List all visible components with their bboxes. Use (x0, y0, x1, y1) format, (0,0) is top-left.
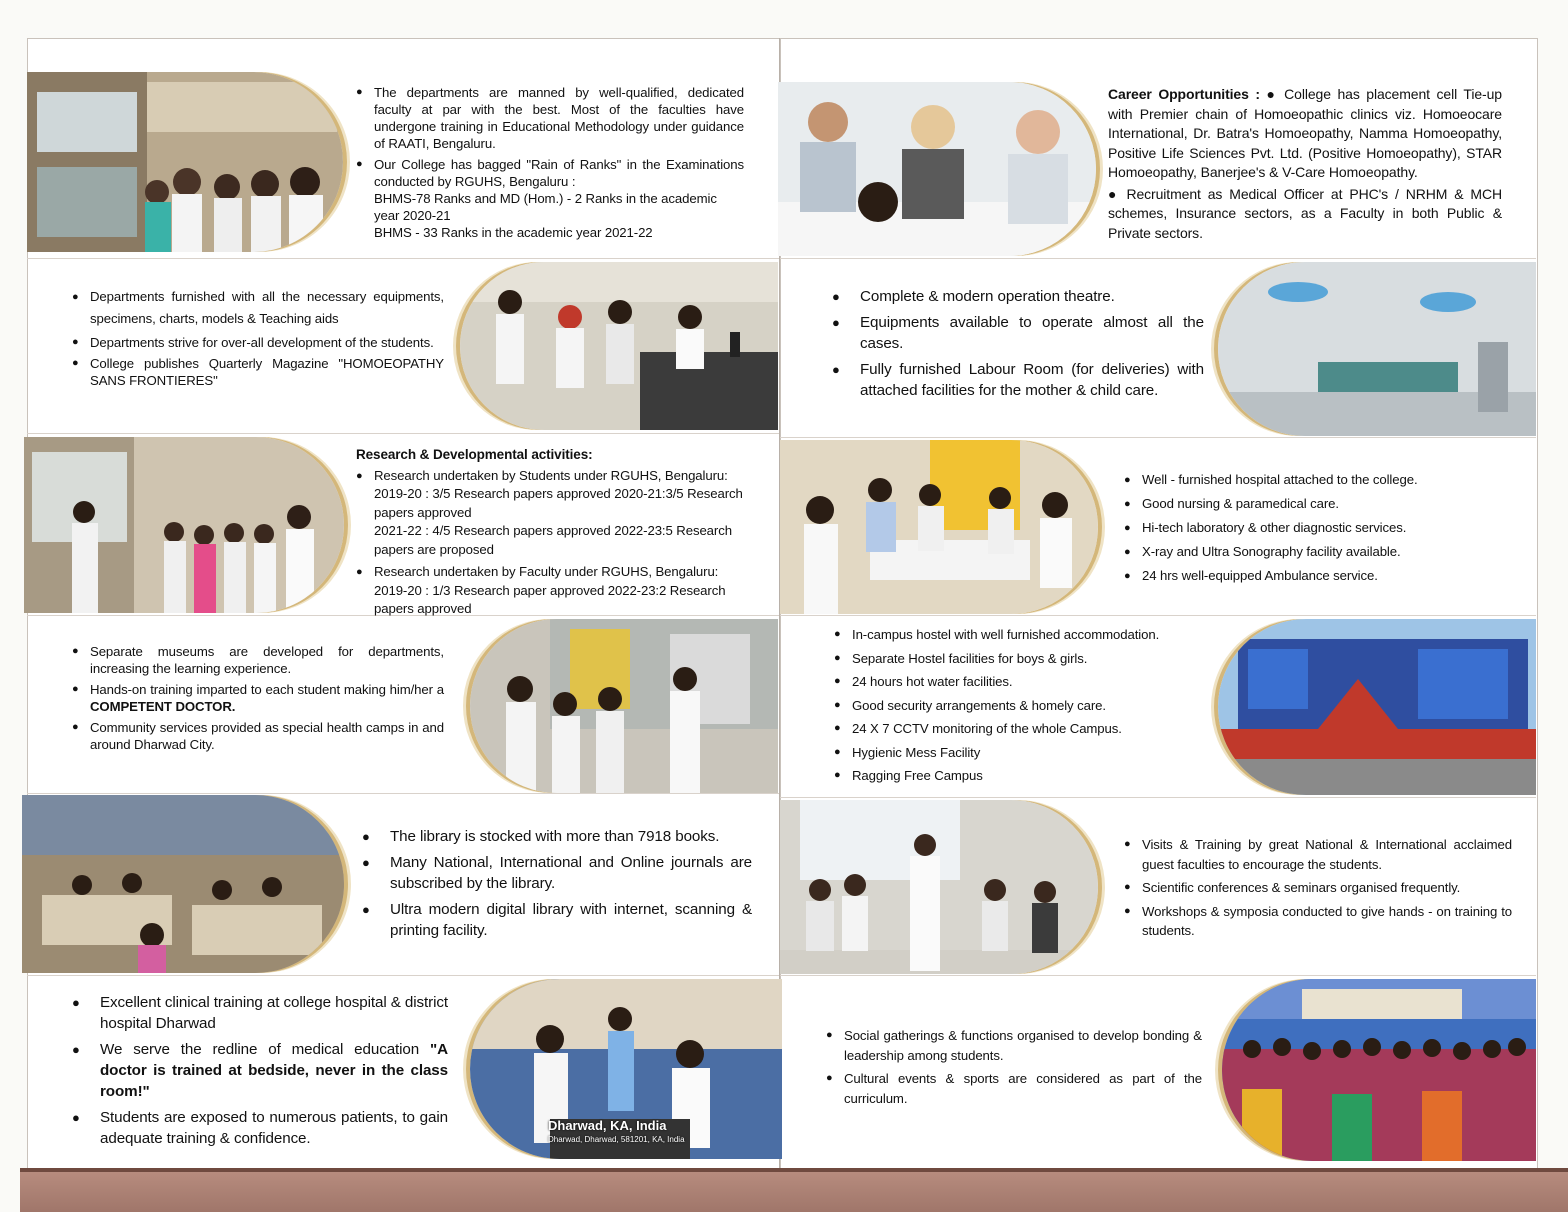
bullet-books: ● The library is stocked with more than 7918 books. (362, 826, 752, 847)
recruitment-text: Recruitment as Medical Officer at PHC's / NRHM & MCH schemes, Insurance sectors, as a Faculty in both Public & Private sectors. (1108, 185, 1502, 241)
guest-faculty-text (1124, 835, 1512, 945)
career-text (1108, 85, 1502, 243)
bullet-nursing: ● Good nursing & paramedical care. (1124, 494, 1504, 514)
divider (780, 975, 1536, 976)
bullet-conferences: ● Scientific conferences & seminars organised frequently. (1124, 878, 1512, 898)
research-text (356, 446, 748, 623)
bullet-hot-water: ● 24 hours hot water facilities. (834, 672, 1214, 692)
bullet-journals: ● Many National, International and Online journals are subscribed by the library. (362, 852, 752, 894)
library-text (362, 826, 752, 946)
bullet-laboratory: ● Hi-tech laboratory & other diagnostic services. (1124, 518, 1504, 538)
cultural-event-photo (1222, 979, 1536, 1161)
museums-text (72, 643, 444, 757)
microscope-lab-photo (460, 262, 778, 430)
departments-equipment-text (72, 286, 444, 393)
research-students-1: 2019-20 : 3/5 Research papers approved 2020-21:3/5 Research papers approved (374, 486, 743, 520)
museum-visit-photo (24, 437, 344, 613)
divider (27, 433, 779, 434)
bullet-social-gatherings: ● Social gatherings & functions organised to develop bonding & leadership among students. (826, 1026, 1202, 1065)
clinical-training-text (72, 992, 448, 1154)
departments-faculty-text (356, 84, 744, 245)
bullet-redline (72, 1039, 448, 1102)
bullet-mess: ● Hygienic Mess Facility (834, 743, 1214, 763)
bullet-hospital: ● Well - furnished hospital attached to the college. (1124, 470, 1504, 490)
competent-doctor: COMPETENT DOCTOR. (90, 699, 236, 714)
career-heading: Career Opportunities : (1108, 86, 1260, 102)
hostel-text (834, 625, 1214, 790)
rain-of-ranks-label: Our College has bagged "Rain of Ranks" in the Examinations conducted by RGUHS, Bengaluru : (374, 157, 744, 189)
hospital-meeting-photo (780, 440, 1098, 614)
lab-students-photo (27, 72, 343, 252)
bullet-research-students (356, 467, 748, 560)
bullet-development: ● Departments strive for over-all development of the students. (72, 334, 444, 351)
research-heading: Research & Developmental activities: (356, 447, 593, 462)
bullet-ragging-free: ● Ragging Free Campus (834, 766, 1214, 786)
hospital-facilities-text (1124, 470, 1504, 590)
seminar-photo (780, 800, 1098, 974)
social-events-text (826, 1026, 1202, 1112)
bullet-magazine: ● College publishes Quarterly Magazine "HOMOEOPATHY SANS FRONTIERES" (72, 355, 444, 389)
bullet-guest-faculty: ● Visits & Training by great National & International acclaimed guest faculties to encourage the students. (1124, 835, 1512, 874)
ranks-2021-22: BHMS - 33 Ranks in the academic year 2021-22 (374, 225, 653, 240)
bullet-hands-on (72, 681, 444, 715)
museum-students-photo (470, 619, 778, 793)
clinic-photo (470, 979, 782, 1159)
placement-cell-text: College has placement cell Tie-up with Premier chain of Homoeopathic clinics viz. Homoeocare International, Dr. Batra's Homoeopathy, Namma Homoeopathy, Positive Life Sciences Pvt. Ltd. (Positive Homoeopathy), STAR Homoeopathy, Banerjee's & V-Care Homoeopathy. (1108, 86, 1502, 180)
bullet-ambulance: ● 24 hrs well-equipped Ambulance service. (1124, 566, 1504, 586)
bullet-cctv: ● 24 X 7 CCTV monitoring of the whole Campus. (834, 719, 1214, 739)
career-para1: Career Opportunities : ● College has placement cell Tie-up with Premier chain of Homoeopathic clinics viz. Homoeocare International, Dr. Batra's Homoeopathy, Namma Homoeopathy, Positive Life Sciences Pvt. Ltd. (Positive Homoeopathy), STAR Homoeopathy, Banerjee's & V-Care Homoeopathy. (1108, 86, 1502, 180)
bedside-quote: "A doctor is trained at bedside, never in the class room!" (100, 1041, 448, 1100)
college-building-photo (1218, 619, 1536, 795)
bullet-clinical-training: ● Excellent clinical training at college hospital & district hospital Dharwad (72, 992, 448, 1034)
bullet-hostel: ● In-campus hostel with well furnished accommodation. (834, 625, 1214, 645)
photo-caption (548, 1119, 685, 1147)
bullet-labour-room: ● Fully furnished Labour Room (for deliveries) with attached facilities for the mother & child care. (832, 359, 1204, 401)
bullet-xray: ● X-ray and Ultra Sonography facility available. (1124, 542, 1504, 562)
divider (27, 793, 779, 794)
divider (27, 258, 779, 259)
divider (780, 437, 1536, 438)
bullet-digital-library: ● Ultra modern digital library with internet, scanning & printing facility. (362, 899, 752, 941)
research-faculty-1: 2019-20 : 1/3 Research paper approved 2022-23:2 Research papers approved (374, 582, 726, 616)
career-meeting-photo (778, 82, 1096, 256)
bullet-operation-theatre: ● Complete & modern operation theatre. (832, 286, 1204, 307)
caption-location: Dharwad, KA, India (548, 1118, 667, 1133)
bottom-band-line (20, 1168, 1568, 1172)
caption-address: Dharwad, Dharwad, 581201, KA, India (548, 1135, 685, 1144)
bullet-separate-hostel: ● Separate Hostel facilities for boys & girls. (834, 649, 1214, 669)
career-para2: ● Recruitment as Medical Officer at PHC's / NRHM & MCH schemes, Insurance sectors, as a Faculty in both Public & Private sectors. (1108, 185, 1502, 241)
ranks-2020-21: BHMS-78 Ranks and MD (Hom.) - 2 Ranks in the academic year 2020-21 (374, 191, 717, 223)
bullet-equipments: ● Departments furnished with all the necessary equipments, specimens, charts, models & Teaching aids (72, 286, 444, 330)
bullet-equipments-available: ● Equipments available to operate almost all the cases. (832, 312, 1204, 354)
divider (780, 258, 1536, 259)
bullet-workshops: ● Workshops & symposia conducted to give hands - on training to students. (1124, 902, 1512, 941)
library-photo (22, 795, 344, 973)
research-students-2: 2021-22 : 4/5 Research papers approved 2022-23:5 Research papers are proposed (374, 523, 732, 557)
bullet-research-faculty (356, 563, 748, 619)
redline-text: We serve the redline of medical education (100, 1041, 431, 1058)
bullet-community: ● Community services provided as special health camps in and around Dharwad City. (72, 719, 444, 753)
operation-theatre-text (832, 286, 1204, 406)
bottom-band (20, 1168, 1568, 1212)
hands-on-text: Hands-on training imparted to each student making him/her a (90, 682, 444, 697)
research-faculty-label: Research undertaken by Faculty under RGUHS, Bengaluru: (374, 564, 719, 579)
operation-theatre-photo (1218, 262, 1536, 436)
bullet-faculty: ● The departments are manned by well-qualified, dedicated faculty at par with the best. Most of the faculties have undergone training in Educational Methodology under guidance of RAATI, Bengaluru. (356, 84, 744, 152)
bullet-security: ● Good security arrangements & homely care. (834, 696, 1214, 716)
divider (780, 615, 1536, 616)
bullet-rain-of-ranks (356, 156, 744, 241)
bullet-patients: ● Students are exposed to numerous patients, to gain adequate training & confidence. (72, 1107, 448, 1149)
research-students-label: Research undertaken by Students under RGUHS, Bengaluru: (374, 467, 728, 483)
bullet-cultural-events: ● Cultural events & sports are considered as part of the curriculum. (826, 1069, 1202, 1108)
divider (780, 797, 1536, 798)
divider (27, 975, 779, 976)
bullet-museums: ● Separate museums are developed for departments, increasing the learning experience. (72, 643, 444, 677)
